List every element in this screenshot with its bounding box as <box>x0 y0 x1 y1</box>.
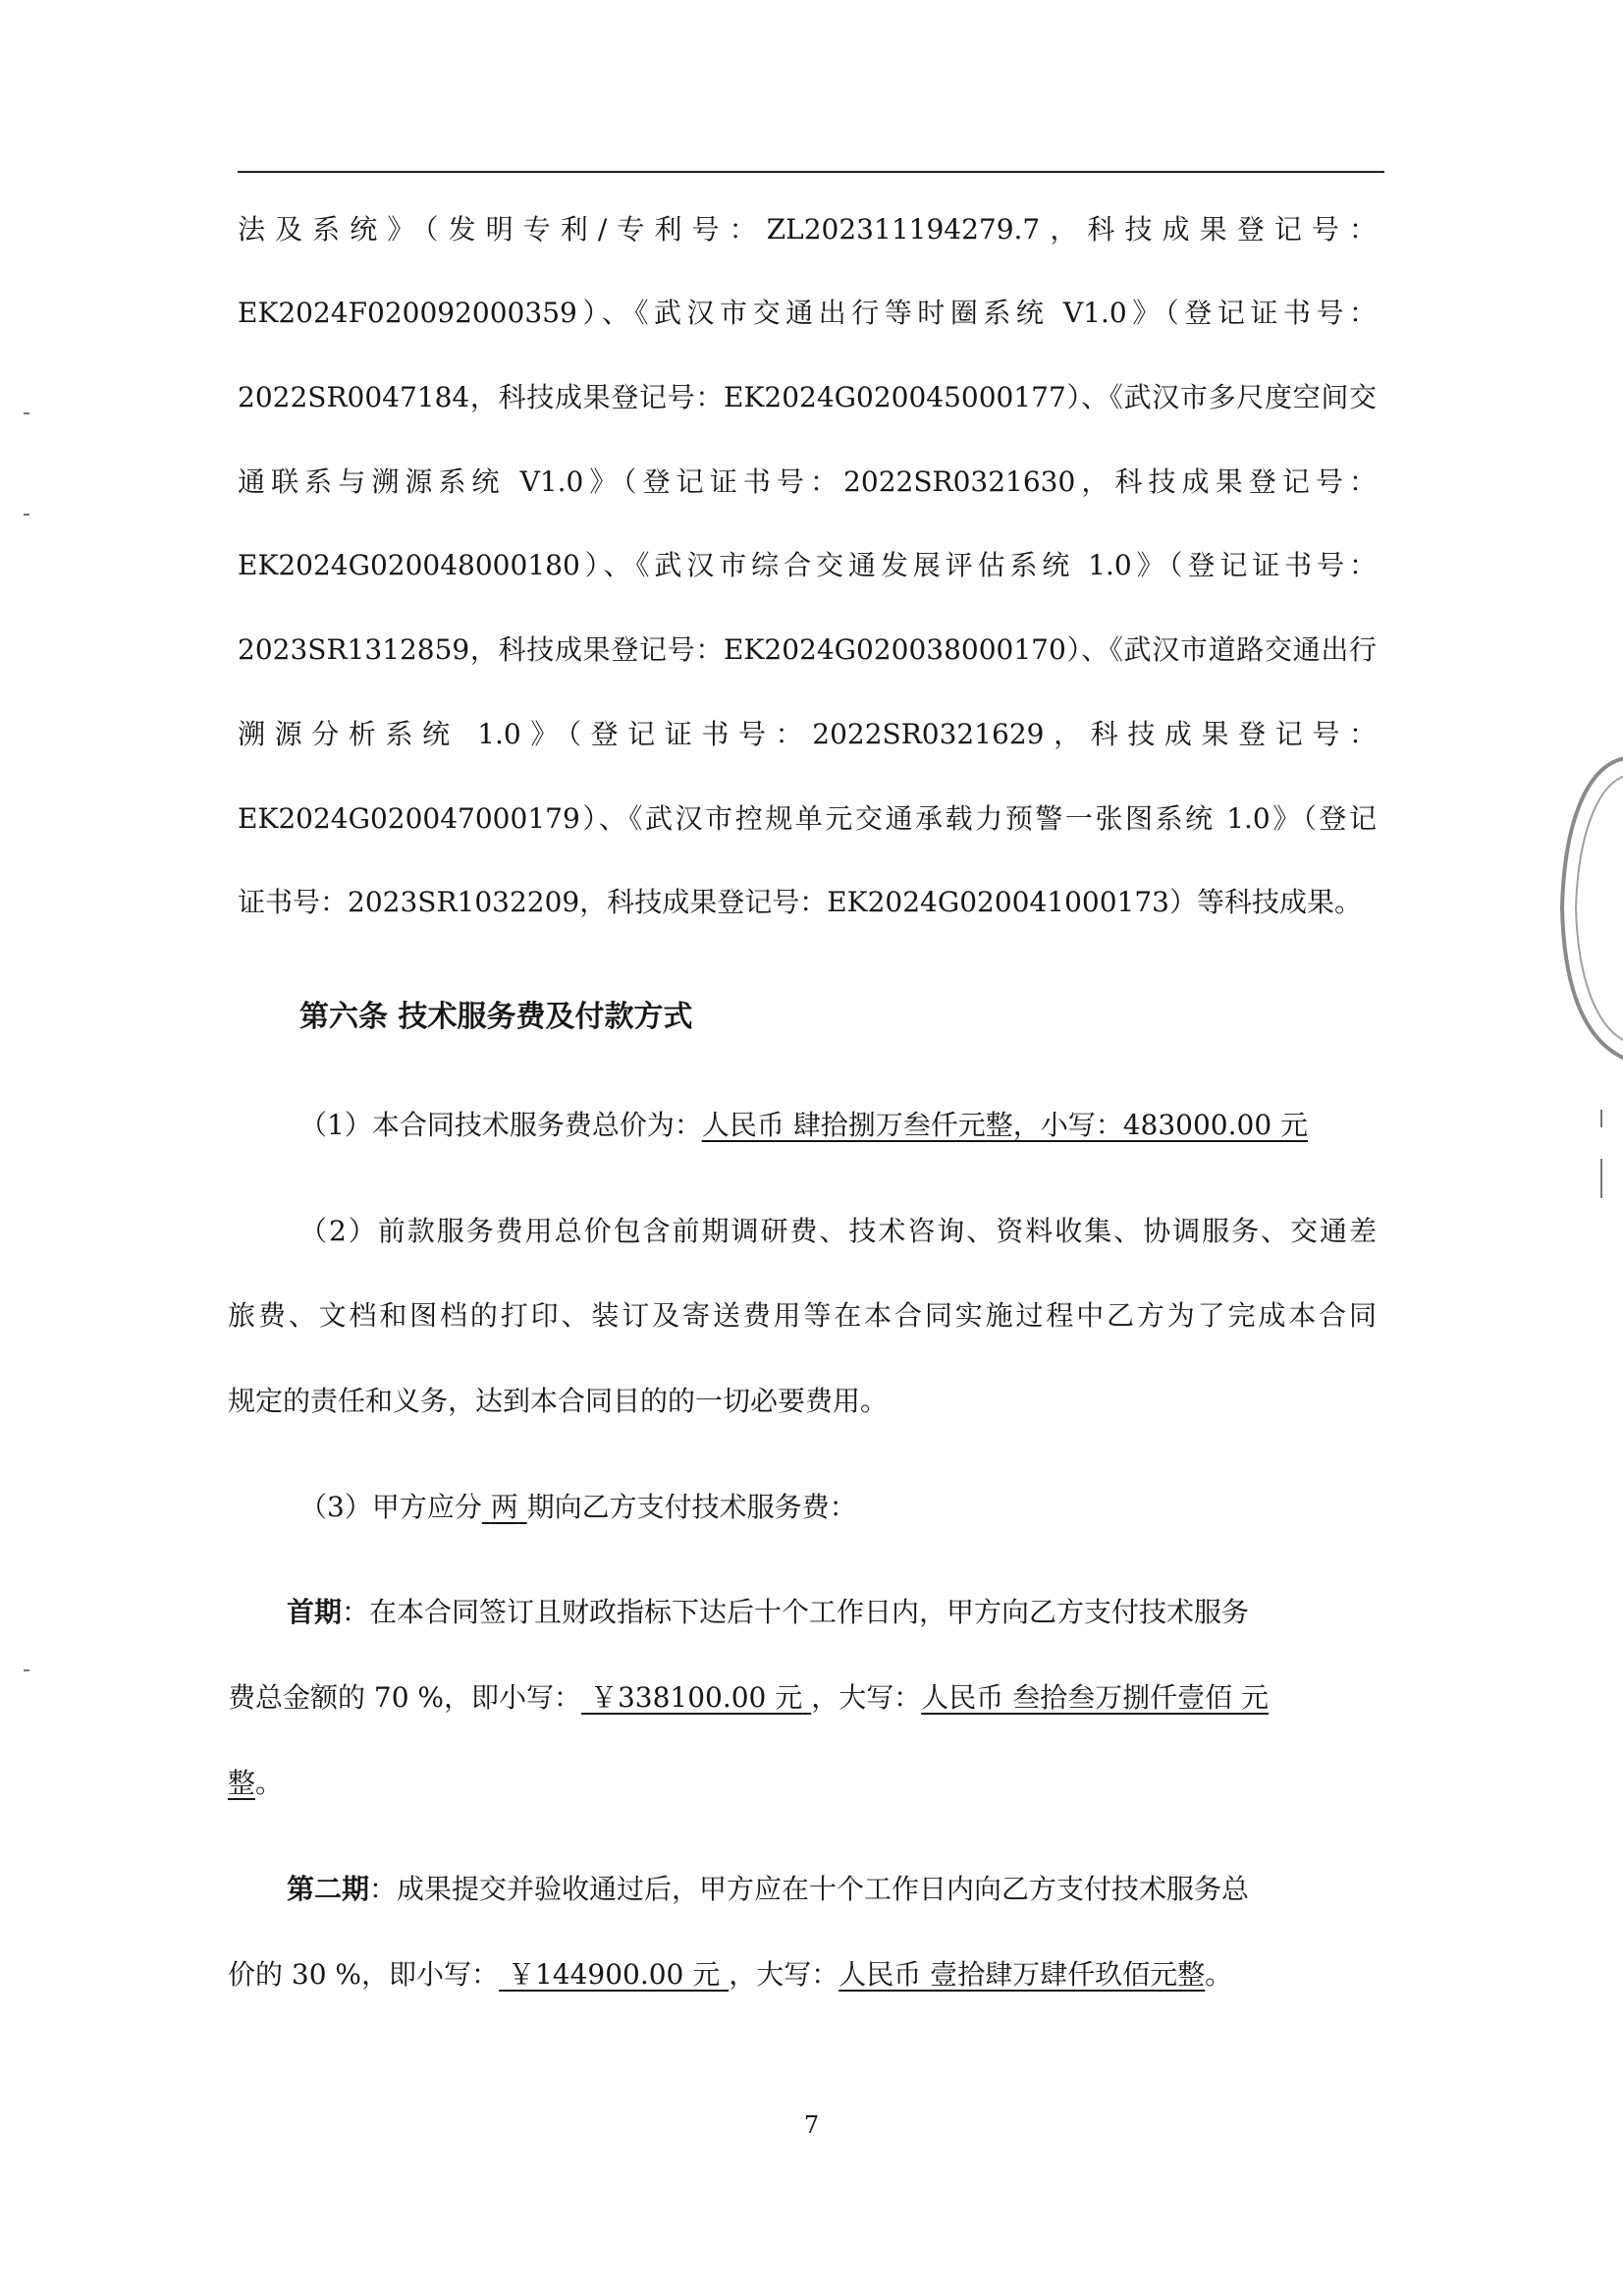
clause-text: ，大写： <box>811 1681 922 1714</box>
first-amount-small: ￥338100.00 元 <box>589 1681 803 1714</box>
paragraph-line: 法及系统》（发明专利/专利号：ZL202311194279.7，科技成果登记号： <box>238 213 1377 246</box>
first-period-line <box>228 1668 1269 1727</box>
header-rule <box>238 171 1384 173</box>
clause-text: ，大写： <box>729 1958 839 1991</box>
clause-text: （1）本合同技术服务费总价为： <box>299 1109 702 1141</box>
first-period-line <box>287 1583 1377 1642</box>
clause-text: 价的 30 %，即小写： <box>228 1958 500 1991</box>
paragraph-line: 证书号：2023SR1032209，科技成果登记号：EK2024G020041000173）等科技成果。 <box>238 886 1362 918</box>
first-amount-big-end: 整 <box>228 1767 256 1799</box>
second-amount-small: ￥144900.00 元 <box>507 1958 721 1991</box>
clause-text: ：在本合同签订且财政指标下达后十个工作日内，甲方向乙方支付技术服务 <box>342 1596 1250 1628</box>
first-period-line: 整。 <box>228 1767 284 1799</box>
total-amount: 人民币 肆拾捌万叁仟元整，小写：483000.00 元 <box>701 1109 1309 1141</box>
paragraph-line: EK2024G020048000180）、《武汉市综合交通发展评估系统 1.0》（登记证书号： <box>238 549 1377 581</box>
scan-mark <box>1600 1110 1602 1127</box>
clause-item-3 <box>299 1478 857 1537</box>
paragraph-line: EK2024F020092000359）、《武汉市交通出行等时圈系统 V1.0》（登记证书号： <box>238 297 1377 329</box>
scan-mark <box>24 514 29 516</box>
paragraph-line: 通联系与溯源系统 V1.0》（登记证书号：2022SR0321630，科技成果登记号： <box>238 465 1377 498</box>
second-period-line <box>287 1860 1377 1919</box>
clause-item-2-line: （2）前款服务费用总价包含前期调研费、技术咨询、资料收集、协调服务、交通差 <box>299 1215 1377 1247</box>
seal-stamp-fragment <box>1556 746 1623 1070</box>
clause-text: （3）甲方应分 <box>299 1491 482 1523</box>
clause-text: 期向乙方支付技术服务费： <box>526 1491 857 1523</box>
clause-text: ：成果提交并验收通过后，甲方应在十个工作日内向乙方支付技术服务总 <box>369 1873 1250 1905</box>
second-amount-big: 人民币 壹拾肆万肆仟玖佰元整 <box>839 1958 1206 1991</box>
first-period-label: 首期 <box>287 1596 343 1628</box>
paragraph-line: 2022SR0047184，科技成果登记号：EK2024G020045000177）、《武汉市多尺度空间交 <box>238 381 1377 413</box>
article-heading: 第六条 技术服务费及付款方式 <box>299 1000 693 1034</box>
scan-mark <box>24 1669 29 1671</box>
page-number: 7 <box>803 2111 820 2139</box>
seal-ring-icon <box>1556 746 1623 1070</box>
second-period-label: 第二期 <box>287 1873 370 1905</box>
clause-item-1 <box>299 1096 1308 1155</box>
paragraph-line: EK2024G020047000179）、《武汉市控规单元交通承载力预警一张图系统 1.0》（登记 <box>238 802 1377 835</box>
clause-item-2-line: 规定的责任和义务，达到本合同目的的一切必要费用。 <box>228 1385 889 1417</box>
scan-mark <box>1600 1159 1602 1198</box>
scan-mark <box>24 412 29 414</box>
period-count: 两 <box>490 1491 518 1523</box>
paragraph-line: 溯源分析系统 1.0》（登记证书号：2022SR0321629，科技成果登记号： <box>238 718 1377 750</box>
clause-text: 费总金额的 70 %，即小写： <box>228 1681 582 1714</box>
first-amount-big: 人民币 叁拾叁万捌仟壹佰 元 <box>921 1681 1270 1714</box>
second-period-line: 价的 30 %，即小写： ￥144900.00 元 ，大写：人民币 壹拾肆万肆仟玖佰元整。 <box>228 1958 1233 1991</box>
clause-item-2-line: 旅费、文档和图档的打印、装订及寄送费用等在本合同实施过程中乙方为了完成本合同 <box>228 1299 1377 1332</box>
paragraph-line: 2023SR1312859，科技成果登记号：EK2024G020038000170）、《武汉市道路交通出行 <box>238 633 1377 666</box>
